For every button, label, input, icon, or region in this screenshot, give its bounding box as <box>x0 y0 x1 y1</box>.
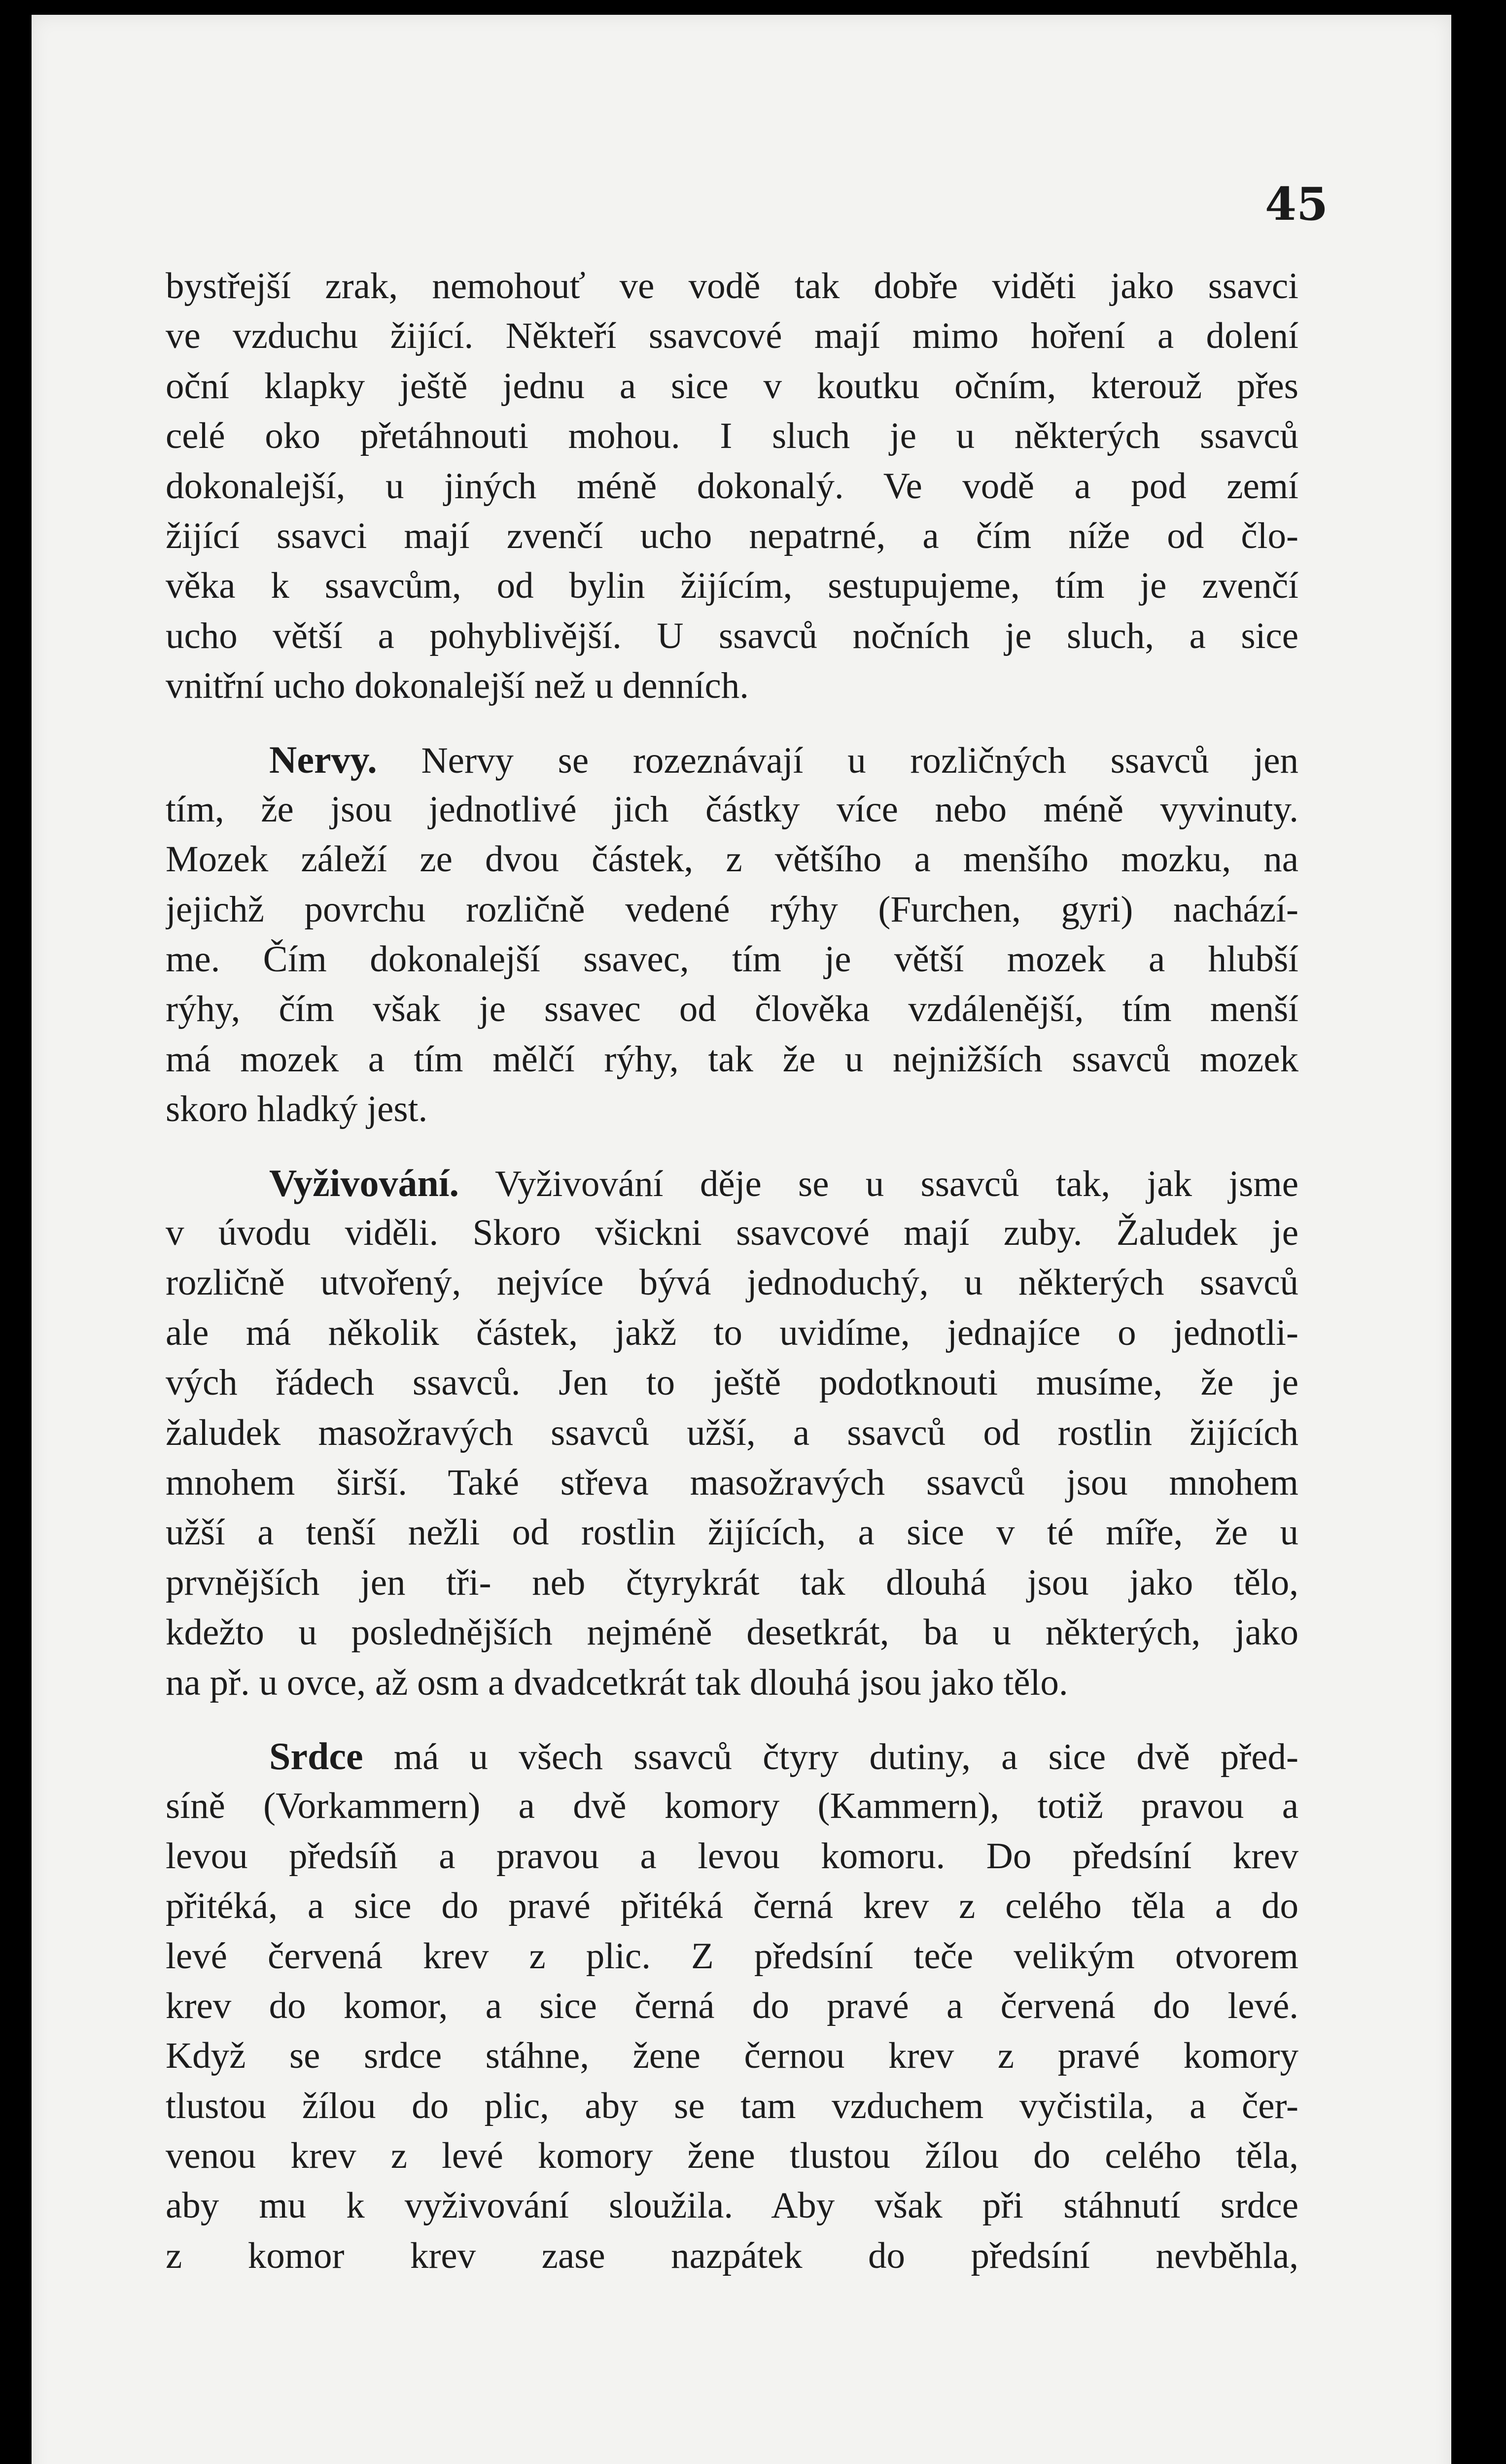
text-line: vých řádech ssavců. Jen to ještě podotknouti musíme, že je <box>166 1362 1298 1403</box>
text-line: vnitřní ucho dokonalejší než u denních. <box>166 665 749 707</box>
text-line: venou krev z levé komory žene tlustou žílou do celého těla, <box>166 2135 1298 2177</box>
text-line: Vyživování děje se u ssavců tak, jak jsme <box>494 1163 1298 1204</box>
text-line: tlustou žílou do plic, aby se tam vzduchem vyčistila, a čer- <box>166 2085 1298 2126</box>
text-line: Nervy se rozeznávají u rozličných ssavců jen <box>421 740 1298 781</box>
text-line: tím, že jsou jednotlivé jich částky více nebo méně vyvinuty. <box>166 788 1298 830</box>
text-line: má u všech ssavců čtyry dutiny, a sice dvě před- <box>393 1736 1298 1778</box>
text-line: věka k ssavcům, od bylin žijícím, sestupujeme, tím je zvenčí <box>166 565 1298 607</box>
text-line: v úvodu viděli. Skoro všickni ssavcové mají zuby. Žaludek je <box>166 1212 1298 1254</box>
text-line: síně (Vorkammern) a dvě komory (Kammern), totiž pravou a <box>166 1785 1298 1827</box>
body-text <box>166 261 1298 2281</box>
text-line: me. Čím dokonalejší ssavec, tím je větší mozek a hlubší <box>166 939 1298 980</box>
paragraph-nervy <box>166 735 1298 1134</box>
paragraph-eyes-ears <box>166 261 1298 711</box>
paragraph-vyzivovani <box>166 1158 1298 1708</box>
text-line: rýhy, čím však je ssavec od člověka vzdálenější, tím menší <box>166 989 1298 1030</box>
text-line: oční klapky ještě jednu a sice v koutku očním, kterouž přes <box>166 365 1298 407</box>
section-heading-vyzivovani: Vyživování. <box>269 1161 459 1204</box>
text-line: bystřejší zrak, nemohouť ve vodě tak dobře viděti jako ssavci <box>166 266 1298 307</box>
text-line: má mozek a tím mělčí rýhy, tak že u nejnižších ssavců mozek <box>166 1038 1298 1080</box>
text-line: rozličně utvořený, nejvíce bývá jednoduchý, u některých ssavců <box>166 1262 1298 1303</box>
text-line: skoro hladký jest. <box>166 1089 428 1130</box>
text-line: Když se srdce stáhne, žene černou krev z pravé komory <box>166 2035 1298 2077</box>
text-line: krev do komor, a sice černá do pravé a červená do levé. <box>166 1985 1298 2026</box>
text-line: Mozek záleží ze dvou částek, z většího a menšího mozku, na <box>166 839 1298 880</box>
text-line: ale má několik částek, jakž to uvidíme, jednajíce o jednotli- <box>166 1312 1298 1353</box>
text-line: ucho větší a pohyblivější. U ssavců nočních je sluch, a sice <box>166 615 1298 656</box>
section-heading-nervy: Nervy. <box>269 738 377 781</box>
text-line: kdežto u poslednějších nejméně desetkrát, ba u některých, jako <box>166 1612 1298 1653</box>
text-line: ve vzduchu žijící. Někteří ssavcové mají mimo hoření a dolení <box>166 315 1298 357</box>
text-line: levou předsíň a pravou a levou komoru. Do předsíní krev <box>166 1835 1298 1877</box>
text-line-with-heading <box>166 1731 1298 1781</box>
text-line: aby mu k vyživování sloužila. Aby však při stáhnutí srdce <box>166 2185 1298 2226</box>
text-line: levé červená krev z plic. Z předsíní teče velikým otvorem <box>166 1935 1298 1977</box>
text-line: žijící ssavci mají zvenčí ucho nepatrné, a čím níže od člo- <box>166 515 1298 556</box>
text-line: užší a tenší nežli od rostlin žijících, a sice v té míře, že u <box>166 1512 1298 1553</box>
paragraph-srdce <box>166 1731 1298 2281</box>
text-line: z komor krev zase nazpátek do předsíní nevběhla, <box>166 2235 1298 2276</box>
page-number: 45 <box>1264 177 1328 231</box>
text-line: dokonalejší, u jiných méně dokonalý. Ve vodě a pod zemí <box>166 465 1298 507</box>
text-line: na př. u ovce, až osm a dvadcetkrát tak dlouhá jsou jako tělo. <box>166 1662 1068 1703</box>
text-line-with-heading <box>166 735 1298 785</box>
text-line: jejichž povrchu rozličně vedené rýhy (Furchen, gyri) nachází- <box>166 889 1298 930</box>
text-line: celé oko přetáhnouti mohou. I sluch je u některých ssavců <box>166 415 1298 457</box>
text-line: žaludek masožravých ssavců užší, a ssavců od rostlin žijících <box>166 1412 1298 1453</box>
section-heading-srdce: Srdce <box>269 1734 363 1778</box>
text-line: prvnějších jen tři- neb čtyrykrát tak dlouhá jsou jako tělo, <box>166 1562 1298 1603</box>
book-page <box>32 15 1451 2464</box>
text-line-with-heading <box>166 1158 1298 1208</box>
text-line: mnohem širší. Také střeva masožravých ssavců jsou mnohem <box>166 1462 1298 1503</box>
text-line: přitéká, a sice do pravé přitéká černá krev z celého těla a do <box>166 1885 1298 1927</box>
